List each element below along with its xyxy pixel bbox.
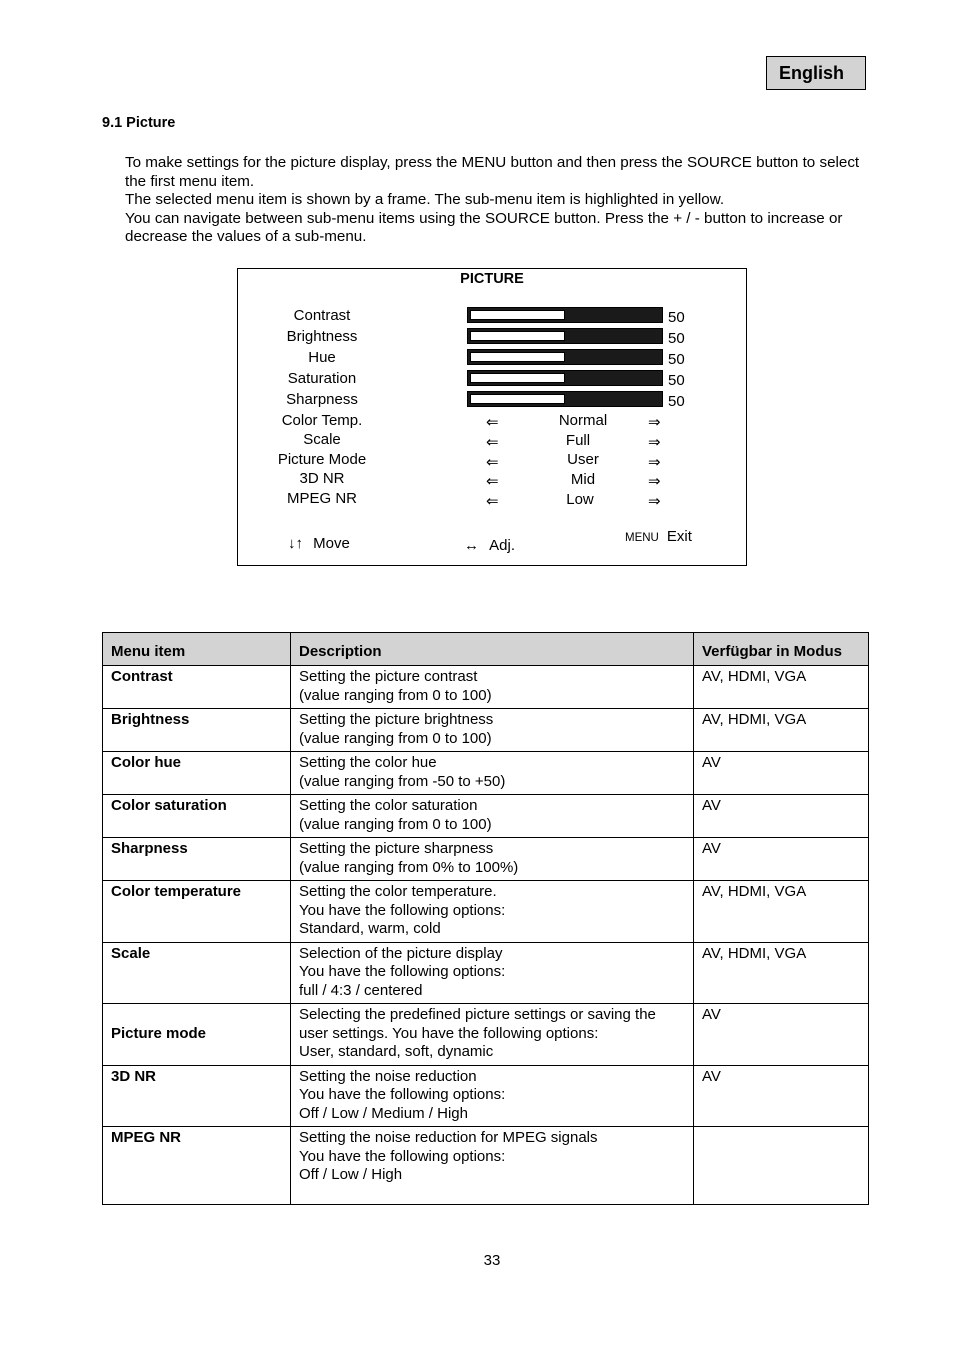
- arrow-right-icon[interactable]: ⇒: [648, 473, 661, 490]
- description-line: (value ranging from 0 to 100): [299, 729, 492, 747]
- table-row: [103, 1004, 869, 1066]
- move-label: Move: [313, 535, 350, 552]
- osd-slider-brightness[interactable]: [467, 328, 663, 344]
- intro-line: The selected menu item is shown by a frame. The sub-menu item is highlighted in yellow.: [125, 191, 725, 208]
- osd-option-scale: Full: [565, 432, 591, 449]
- osd-footer-exit: [625, 528, 692, 545]
- osd-option-mpeg-nr: Low: [566, 491, 594, 508]
- description-line: Standard, warm, cold: [299, 920, 441, 937]
- description-line: Setting the color temperature.: [299, 883, 497, 900]
- description-line: (value ranging from 0 to 100): [299, 815, 492, 833]
- arrow-left-icon[interactable]: ⇐: [486, 414, 499, 431]
- column-header-menu-item: Menu item: [103, 633, 291, 666]
- osd-label-picture-mode: Picture Mode: [277, 451, 367, 468]
- arrow-right-icon[interactable]: ⇒: [648, 434, 661, 451]
- menu-item-description: [291, 1127, 694, 1205]
- menu-item-description: [291, 1065, 694, 1127]
- osd-label-3d-nr: 3D NR: [299, 470, 345, 487]
- table-row: [103, 838, 869, 881]
- osd-slider-saturation[interactable]: [467, 370, 663, 386]
- intro-line: To make settings for the picture display, press the MENU button and then press the SOURCE button to select the first menu item.: [125, 154, 860, 190]
- arrow-left-icon[interactable]: ⇐: [486, 493, 499, 510]
- menu-item-name: 3D NR: [103, 1065, 291, 1127]
- menu-item-description: [291, 795, 694, 838]
- menu-item-modes: AV: [694, 1065, 869, 1127]
- exit-label: Exit: [666, 528, 692, 545]
- description-line: Setting the picture sharpness: [299, 840, 494, 857]
- column-header-description: Description: [291, 633, 694, 666]
- menu-item-description: [291, 752, 694, 795]
- menu-item-modes: AV: [694, 795, 869, 838]
- table-row: [103, 942, 869, 1004]
- osd-footer-move: [288, 535, 350, 552]
- menu-items-table: [102, 632, 869, 1205]
- description-line: You have the following options:: [299, 1147, 506, 1165]
- menu-item-name: Picture mode: [103, 1004, 291, 1066]
- page-number: 33: [483, 1252, 501, 1269]
- table-row: [103, 752, 869, 795]
- arrow-left-icon[interactable]: ⇐: [486, 454, 499, 471]
- menu-item-name: MPEG NR: [103, 1127, 291, 1205]
- arrow-right-icon[interactable]: ⇒: [648, 414, 661, 431]
- menu-item-name: Scale: [103, 942, 291, 1004]
- section-title: 9.1 Picture: [102, 115, 176, 131]
- osd-slider-hue[interactable]: [467, 349, 663, 365]
- menu-item-name: Sharpness: [103, 838, 291, 881]
- menu-item-modes: AV: [694, 1004, 869, 1066]
- table-header-row: [103, 633, 869, 666]
- osd-value-saturation: 50: [668, 372, 685, 389]
- osd-option-color-temp: Normal: [558, 412, 608, 429]
- description-line: full / 4:3 / centered: [299, 981, 423, 999]
- osd-label-contrast: Contrast: [293, 307, 351, 324]
- description-line: Setting the picture brightness: [299, 711, 494, 728]
- menu-item-description: [291, 709, 694, 752]
- table-row: [103, 795, 869, 838]
- menu-item-description: [291, 942, 694, 1004]
- osd-value-brightness: 50: [668, 330, 685, 347]
- osd-label-mpeg-nr: MPEG NR: [286, 490, 357, 507]
- osd-title: PICTURE: [460, 271, 524, 287]
- picture-osd-menu: [237, 268, 747, 566]
- description-line: Selecting the predefined picture settings or saving the user settings. You have the following options:: [299, 1006, 656, 1042]
- adjust-label: Adj.: [489, 537, 516, 554]
- description-line: (value ranging from 0% to 100%): [299, 858, 519, 876]
- menu-item-modes: AV: [694, 752, 869, 795]
- description-line: (value ranging from 0 to 100): [299, 686, 492, 704]
- menu-item-name: Contrast: [103, 666, 291, 709]
- osd-option-3d-nr: Mid: [570, 471, 596, 488]
- description-line: Setting the noise reduction: [299, 1067, 477, 1085]
- table-row: [103, 1127, 869, 1205]
- osd-label-scale: Scale: [303, 431, 341, 448]
- table-row: [103, 1065, 869, 1127]
- arrow-right-icon[interactable]: ⇒: [648, 454, 661, 471]
- menu-item-description: [291, 1004, 694, 1066]
- menu-item-modes: [694, 1127, 869, 1205]
- left-right-arrow-icon: ↔: [464, 537, 479, 554]
- description-line: You have the following options:: [299, 901, 506, 919]
- description-line: Off / Low / Medium / High: [299, 1104, 468, 1122]
- description-line: Setting the picture contrast: [299, 668, 478, 685]
- description-line: User, standard, soft, dynamic: [299, 1043, 494, 1060]
- description-line: (value ranging from -50 to +50): [299, 772, 506, 790]
- description-line: Setting the noise reduction for MPEG signals: [299, 1129, 598, 1146]
- osd-label-hue: Hue: [308, 349, 336, 366]
- osd-label-saturation: Saturation: [287, 370, 357, 387]
- table-row: [103, 881, 869, 943]
- description-line: Setting the color saturation: [299, 797, 478, 814]
- language-badge: English: [766, 56, 866, 90]
- description-line: Off / Low / High: [299, 1166, 403, 1183]
- menu-item-description: [291, 838, 694, 881]
- table-row: [103, 709, 869, 752]
- menu-item-name: Color hue: [103, 752, 291, 795]
- up-down-arrow-icon: ↓↑: [288, 535, 303, 552]
- osd-value-contrast: 50: [668, 309, 685, 326]
- description-line: You have the following options:: [299, 963, 506, 980]
- menu-item-description: [291, 666, 694, 709]
- arrow-right-icon[interactable]: ⇒: [648, 493, 661, 510]
- menu-item-description: [291, 881, 694, 943]
- osd-option-picture-mode: User: [567, 451, 599, 468]
- menu-item-name: Color temperature: [103, 881, 291, 943]
- osd-slider-contrast[interactable]: [467, 307, 663, 323]
- menu-key-label: MENU: [625, 532, 659, 544]
- arrow-left-icon[interactable]: ⇐: [486, 473, 499, 490]
- intro-text: [125, 154, 875, 247]
- osd-value-sharpness: 50: [668, 393, 685, 410]
- menu-item-modes: AV, HDMI, VGA: [694, 709, 869, 752]
- menu-item-name: Brightness: [103, 709, 291, 752]
- osd-value-hue: 50: [668, 351, 685, 368]
- osd-label-color-temp: Color Temp.: [281, 412, 363, 429]
- table-row: [103, 666, 869, 709]
- osd-footer-adjust: [464, 537, 515, 554]
- column-header-modes: Verfügbar in Modus: [694, 633, 869, 666]
- menu-item-modes: AV, HDMI, VGA: [694, 881, 869, 943]
- arrow-left-icon[interactable]: ⇐: [486, 434, 499, 451]
- description-line: Setting the color hue: [299, 754, 437, 771]
- menu-item-modes: AV, HDMI, VGA: [694, 666, 869, 709]
- description-line: Selection of the picture display: [299, 944, 503, 962]
- osd-slider-sharpness[interactable]: [467, 391, 663, 407]
- description-line: You have the following options:: [299, 1086, 506, 1103]
- menu-item-modes: AV: [694, 838, 869, 881]
- menu-item-name: Color saturation: [103, 795, 291, 838]
- menu-item-modes: AV, HDMI, VGA: [694, 942, 869, 1004]
- osd-label-sharpness: Sharpness: [286, 391, 358, 408]
- intro-line: You can navigate between sub-menu items using the SOURCE button. Press the + / - button to increase or decrease the values of a sub-menu.: [125, 209, 843, 245]
- osd-label-brightness: Brightness: [286, 328, 358, 345]
